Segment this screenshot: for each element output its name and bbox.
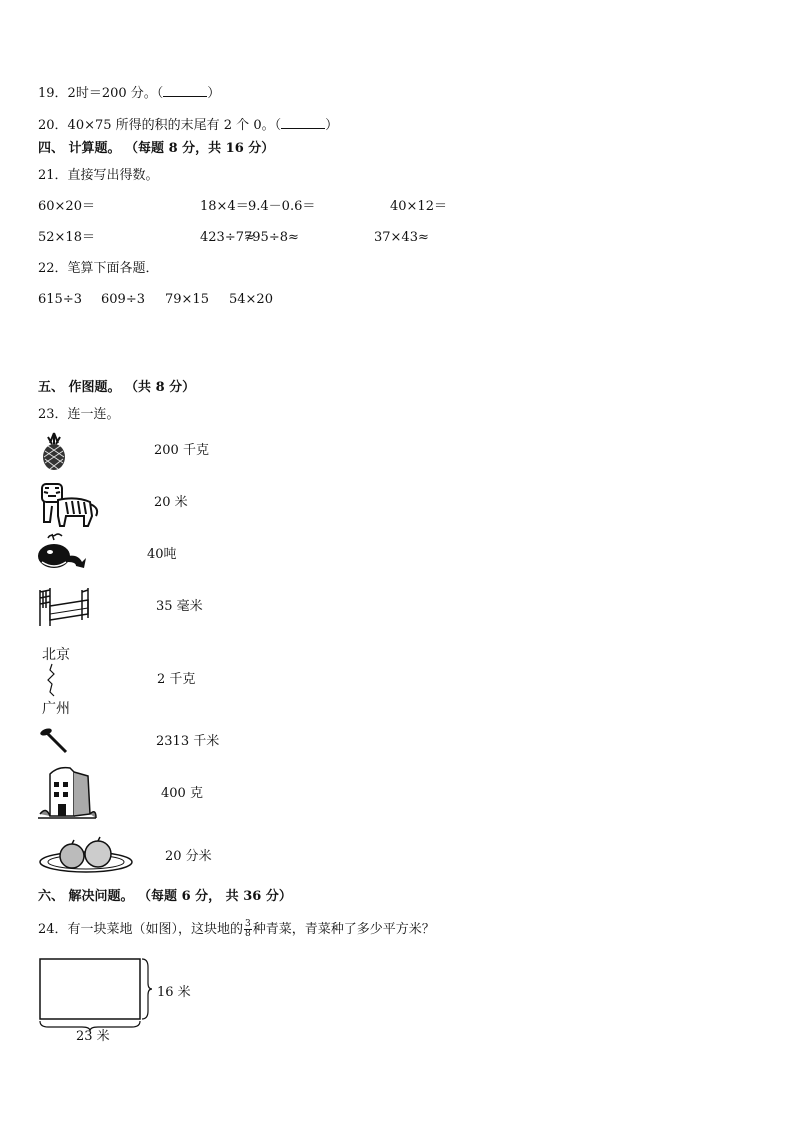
building-icon [36,764,98,822]
match-label[interactable]: 2313 千米 [156,734,220,749]
match-label[interactable]: 35 毫米 [156,599,203,614]
calc-item: 795÷8≈ [244,230,299,245]
fraction-denominator: 8 [245,929,251,939]
calc-item: 9.4－0.6＝ [248,199,316,214]
calc-item: 52×18＝ [38,230,95,245]
section-4-heading: 四、 计算题。 （每题 8 分，共 16 分） [38,141,275,156]
written-calc-item: 615÷3 [38,292,82,307]
question-24-text-after: 种青菜，青菜种了多少平方米？ [252,922,435,937]
match-label[interactable]: 40吨 [147,547,177,562]
close-paren: ） [325,118,339,133]
written-calc-item: 609÷3 [101,292,145,307]
fruit-plate-icon [36,836,138,876]
question-23-prompt: 23．连一连。 [38,407,120,422]
question-20-text: 20．40×75 所得的积的末尾有 2 个 0。（ [38,118,282,133]
height-label: 16 米 [157,985,191,1000]
calc-item: 37×43≈ [374,230,429,245]
nail-icon [36,726,76,756]
bed-icon [36,584,92,628]
section-6-heading: 六、 解决问题。 （每题 6 分， 共 36 分） [38,889,292,904]
match-label[interactable]: 2 千克 [157,672,196,687]
match-label[interactable]: 200 千克 [154,443,209,458]
match-label[interactable]: 400 克 [161,786,203,801]
map-bottom-label: 广州 [42,701,70,717]
question-24 [38,917,435,943]
question-21-prompt: 21．直接写出得数。 [38,168,159,183]
map-top-label: 北京 [42,647,70,663]
written-calc-item: 79×15 [165,292,209,307]
calc-item: 423÷7≈ [200,230,255,245]
field-rectangle-diagram [36,955,156,1035]
width-label: 23 米 [76,1029,110,1044]
written-calc-item: 54×20 [229,292,273,307]
fraction-numerator: 3 [245,919,251,929]
whale-icon [36,532,88,572]
match-label[interactable]: 20 米 [154,495,188,510]
section-5-heading: 五、 作图题。 （共 8 分） [38,380,196,395]
question-20 [38,116,338,134]
question-19-text: 19．2时＝200 分。（ [38,86,164,101]
question-24-text-before: 24．有一块菜地（如图），这块地的 [38,922,244,937]
beijing-guangzhou-map-icon [36,642,80,716]
calc-item: 18×4＝ [200,199,249,214]
calc-item: 60×20＝ [38,199,95,214]
answer-blank[interactable] [281,116,325,129]
answer-blank[interactable] [163,84,207,97]
question-22-prompt: 22．笔算下面各题． [38,261,159,276]
fraction [244,920,252,939]
close-paren: ） [207,86,221,101]
question-19 [38,84,220,102]
pineapple-icon [36,431,72,471]
match-label[interactable]: 20 分米 [165,849,212,864]
tiger-icon [36,480,102,530]
calc-item: 40×12＝ [390,199,447,214]
